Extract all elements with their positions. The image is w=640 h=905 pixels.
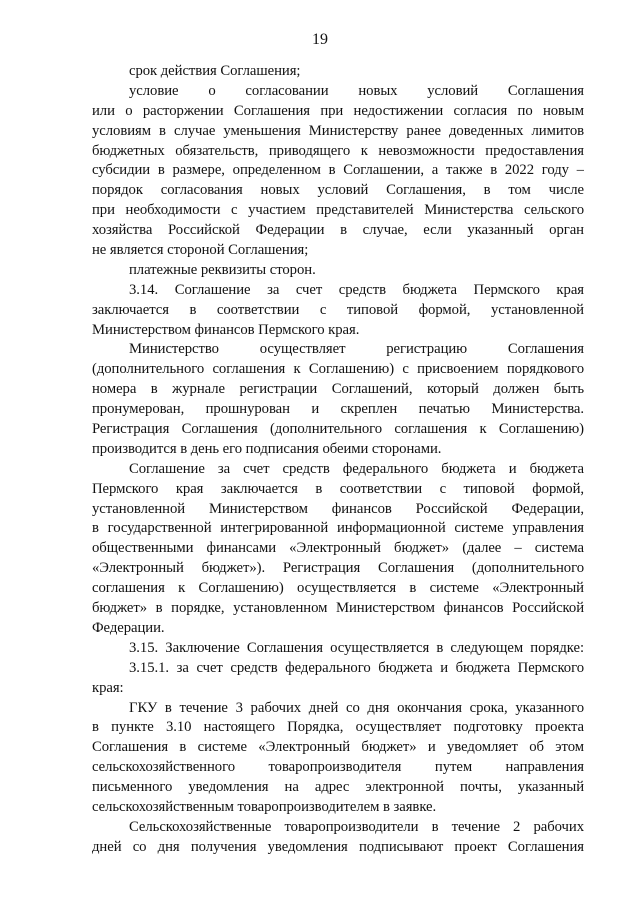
text-line: платежные реквизиты сторон. xyxy=(129,261,316,278)
text-line: Пермского края заключается в соответствии с типовой формой, xyxy=(92,480,584,497)
text-line: условие о согласовании новых условий Соглашения xyxy=(129,82,584,99)
text-line: Соглашения в системе «Электронный бюджет» и уведомляет об этом xyxy=(92,739,584,756)
text-line: заключается в соответствии с типовой формой, установленной xyxy=(92,301,584,318)
text-line: Регистрация Соглашения (дополнительного соглашения к Соглашению) xyxy=(92,421,584,438)
text-line: установленной Министерством финансов Российской Федерации, xyxy=(92,500,584,517)
text-line: при необходимости с участием представителей Министерства сельского xyxy=(92,202,584,219)
text-line: Федерации. xyxy=(92,619,165,636)
text-line: 3.15. Заключение Соглашения осуществляется в следующем порядке: xyxy=(129,639,584,656)
document-body xyxy=(92,62,584,858)
text-line: соглашения к Соглашению) осуществляется в системе «Электронный xyxy=(92,580,584,597)
text-line: сельскохозяйственным товаропроизводителем в заявке. xyxy=(92,798,437,815)
text-line: в пункте 3.10 настоящего Порядка, осуществляет подготовку проекта xyxy=(92,719,584,736)
text-line: условиям в случае уменьшения Министерству ранее доведенных лимитов xyxy=(92,122,584,139)
text-line: порядок согласования новых условий Соглашения, в том числе xyxy=(92,182,584,199)
text-line: пронумерован, прошнурован и скреплен печатью Министерства. xyxy=(92,401,584,418)
text-line: Министерством финансов Пермского края. xyxy=(92,321,360,338)
text-line: 3.15.1. за счет средств федерального бюджета и бюджета Пермского xyxy=(129,659,584,676)
text-line: (дополнительного соглашения к Соглашению) с присвоением порядкового xyxy=(92,361,584,378)
text-line: номера в журнале регистрации Соглашений, который должен быть xyxy=(92,381,584,398)
text-line: хозяйства Российской Федерации в случае, если указанный орган xyxy=(92,222,584,239)
text-line: бюджет» в порядке, установленном Министерством финансов Российской xyxy=(92,600,584,617)
text-line: субсидии в размере, определенном в Соглашении, а также в 2022 году – xyxy=(92,162,584,179)
text-line: Соглашение за счет средств федерального бюджета и бюджета xyxy=(129,460,584,477)
text-line: 3.14. Соглашение за счет средств бюджета Пермского края xyxy=(129,281,584,298)
text-line: сельскохозяйственного товаропроизводителя путем направления xyxy=(92,759,584,776)
text-line: производится в день его подписания обеими сторонами. xyxy=(92,440,442,457)
text-line: общественными финансами «Электронный бюджет» (далее – система xyxy=(92,540,584,557)
text-line: письменного уведомления на адрес электронной почты, указанный xyxy=(92,779,584,796)
text-line: дней со дня получения уведомления подписывают проект Соглашения xyxy=(92,838,584,855)
text-line: края: xyxy=(92,679,124,696)
text-line: ГКУ в течение 3 рабочих дней со дня окончания срока, указанного xyxy=(129,699,584,716)
page-number: 19 xyxy=(312,31,328,48)
text-line: «Электронный бюджет»). Регистрация Соглашения (дополнительного xyxy=(92,560,584,577)
text-line: не является стороной Соглашения; xyxy=(92,242,309,259)
text-line: бюджетных обязательств, приводящего к невозможности предоставления xyxy=(92,142,584,159)
text-line: в государственной интегрированной информационной системе управления xyxy=(92,520,584,537)
text-line: срок действия Соглашения; xyxy=(129,63,301,79)
text-line: Сельскохозяйственные товаропроизводители в течение 2 рабочих xyxy=(129,818,584,835)
text-line: Министерство осуществляет регистрацию Соглашения xyxy=(129,341,584,358)
text-line: или о расторжении Соглашения при недостижении согласия по новым xyxy=(92,102,584,119)
